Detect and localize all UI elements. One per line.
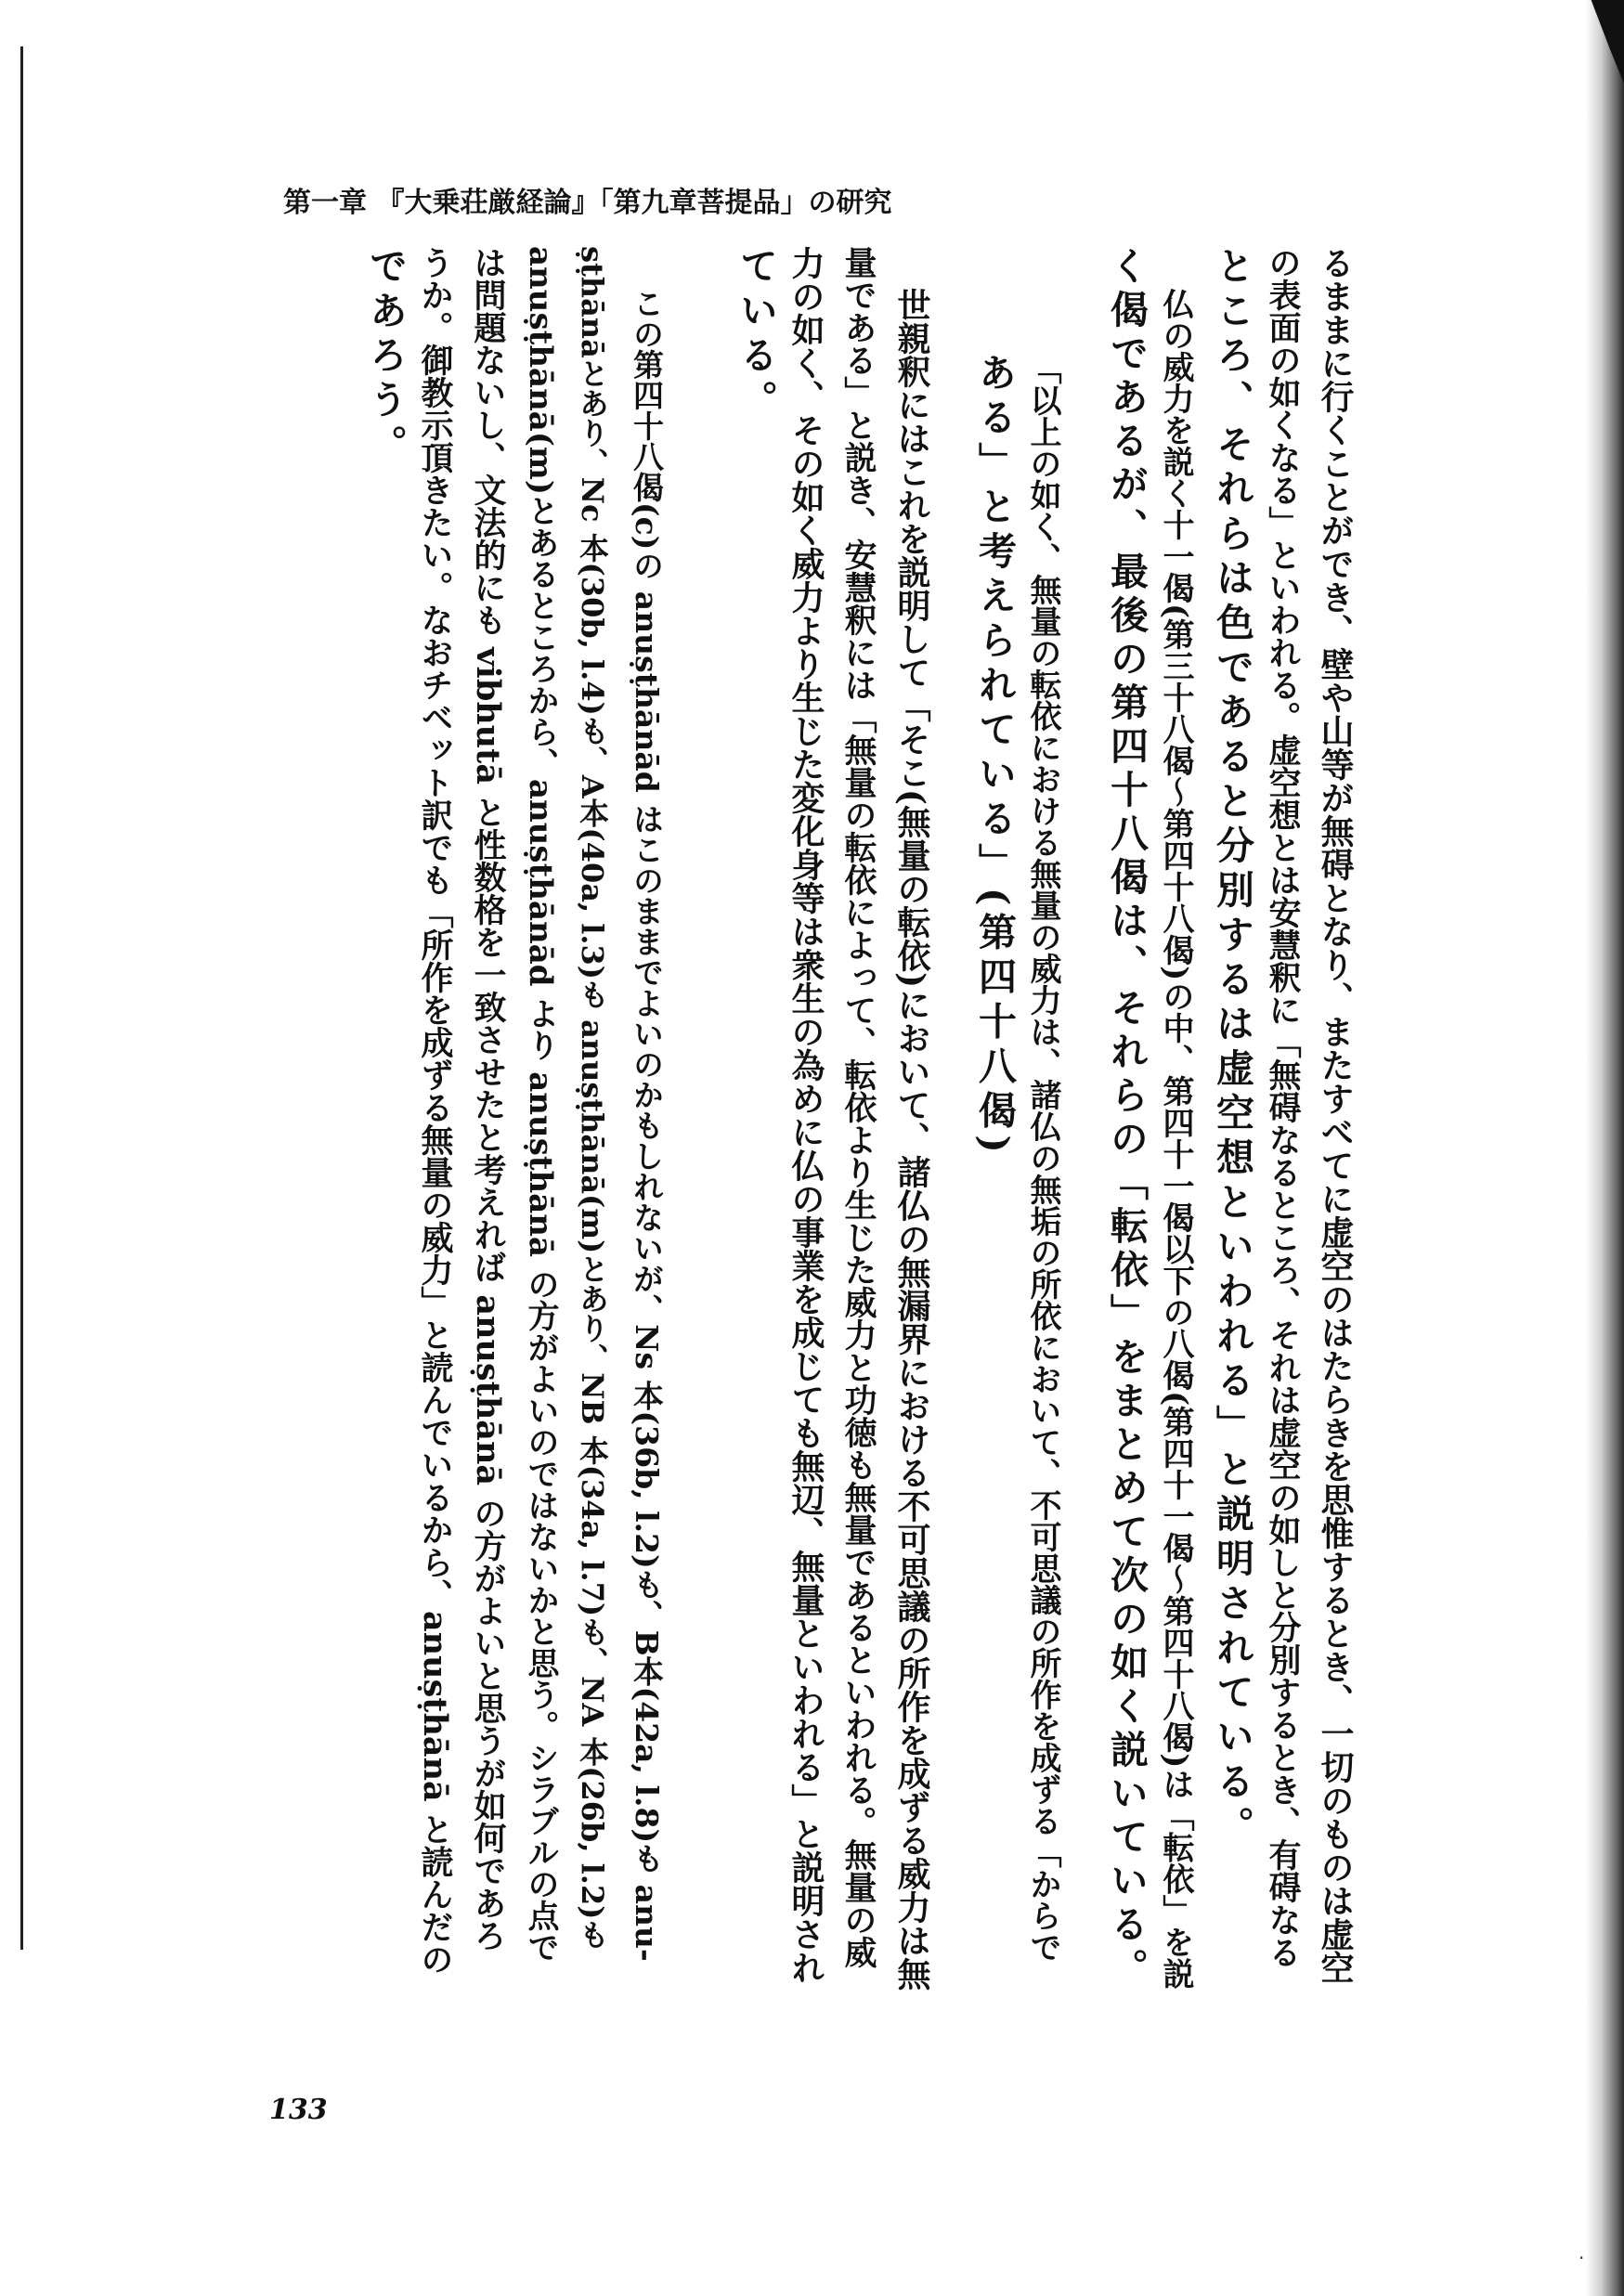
page-edge-line [20,46,23,1950]
text-line: 量である」と説き、安慧釈には「無量の転依によって、転依より生じた威力と功徳も無量であるといわれる。無量の威 [839,246,877,1968]
quote-line: 「以上の如く、無量の転依における無量の威力は、諸仏の無垢の所依において、不可思議の所作を成ずる「からで [1024,353,1061,1963]
page-number: 133 [269,2094,328,2126]
text-line: 力の如く、その如く威力より生じた変化身等は衆生の為めに仏の事業を成じても無辺、無量といわれる」と説明され [786,246,825,1984]
text-line: ところ、それらは色であると分別するは虚空想といわれる」と説明されている。 [1210,246,1254,1850]
text-line: ている。 [734,246,778,424]
text-line: この第四十八偈(c)の anuṣṭhānād はこのままでよいのかもしれないが、Ns 本(36b, l.2)も、B本(42a, l.8)も anu- [629,288,665,1962]
text-line: は問題ないし、文法的にも vibhutā と性数格を一致させたと考えれば anuṣṭhānā の方がよいと思うが如何であろ [469,246,507,1952]
quote-line: ある」と考えられている」(第四十八偈) [972,353,1017,1160]
text-line: 世親釈にはこれを説明して「そこ(無量の転依)において、諸仏の無漏界における不可思議の所作を成ずる威力は無 [892,288,931,1991]
text-line: ṣṭhānāとあり、Nc 本(30b, l.4)も、A本(40a, l.3)も anuṣṭhānā(m)とあり、NB 本(34a, l.7)も、NA 本(26b, l.2)も [575,246,610,1950]
book-spine-shadow [1586,0,1624,2296]
text-line: anuṣṭhānā(m)とあるところから、anuṣṭhānād より anuṣṭhānā の方がよいのではないかと思う。シラブルの点で [522,246,559,1963]
text-line: の表面の如くなる」といわれる。虚空想とは安慧釈に「無碍なるところ、それは虚空の如しと分別するとき、有碍なる [1264,246,1302,1968]
text-line: く偈であるが、最後の第四十八偈は、それらの「転依」をまとめて次の如く説いている。 [1104,246,1149,1991]
scan-mark: · [1579,2247,1585,2269]
text-line: うか。御教示頂きたい。なおチベット訳でも「所作を成ずる無量の威力」と読んでいるから、anuṣṭhānā と読んだの [416,246,454,1976]
text-line: 仏の威力を説く十一偈(第三十八偈～第四十八偈)の中、第四十一偈以下の八偈(第四十一偈～第四十八偈)は「転依」を説 [1157,288,1194,1990]
text-line: であろう。 [363,246,408,469]
running-title: 第一章 『大乗荘厳経論』「第九章菩提品」の研究 [283,187,892,219]
text-line: るままに行くことができ、壁や山等が無碍となり、またすべてに虚空のはたらきを思惟するとき、一切のものは虚空 [1316,246,1355,1984]
